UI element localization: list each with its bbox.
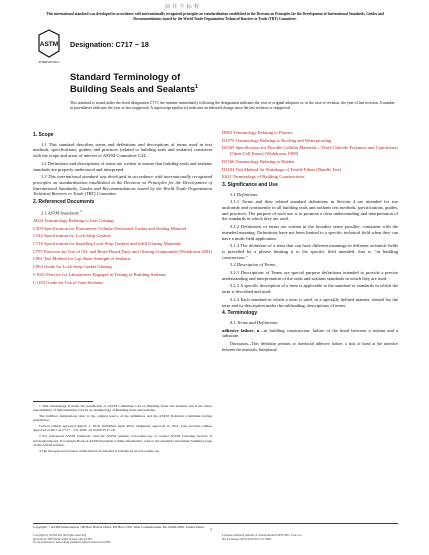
- watermark: 前 什 个 标 程: [165, 5, 200, 10]
- reference-title: Terminology Relating to Iron Castings: [43, 217, 115, 223]
- reference-title: Test Method for Shrinkage of Textile Fibers (Bundle Test): [234, 166, 342, 172]
- title-line-1: Standard Terminology of: [70, 71, 181, 82]
- astm-logo: [38, 29, 60, 65]
- title-footnote-ref: 1: [195, 84, 199, 90]
- reference-title: Terminology Relating to Rubber: [234, 158, 295, 164]
- designation: Designation: C717 − 18: [70, 40, 149, 49]
- reference-code-link[interactable]: E631: [222, 174, 232, 180]
- reference-title: Specification for Flexible Cellular Materials—Vinyl Chloride Polymers and Copolymers (Open-Cell Foam) (Withdrawn 1998): [230, 145, 398, 157]
- footnotes: [33, 404, 212, 454]
- scope-1-2: 1.2 Definitions and descriptions of terms are written to ensure that building seals and sealants standards are properly understood and interpreted.: [33, 160, 212, 172]
- reference-item: [33, 264, 212, 270]
- para-3-2-1: 3.2.1 Descriptions of Terms are special purpose definitions intended to provide a precise understanding and interpretation of the seals and sealants standards in which they are used.: [222, 270, 398, 281]
- description-subheading: 3.2 Description of Terms:: [230, 262, 277, 268]
- astm-standards-footnote-ref: 2: [80, 208, 82, 213]
- section-3-heading: 3. Significance and Use: [222, 181, 278, 188]
- reference-title: Test Method for Lap Shear Strength of Sealants: [42, 256, 131, 262]
- reference-item: [222, 159, 398, 165]
- scope-1-3: 1.3 This international standard was developed in accordance with internationally recognized principles on standardization established in the Decision on Principles for the Development of International Standards, Guides and Recommendations issued by the World Trade Organization Technical Barriers to Trade (TBT) Committee.: [33, 174, 212, 197]
- reference-code-link[interactable]: D1565: [222, 145, 235, 151]
- svg-text:INTERNATIONAL: INTERNATIONAL: [38, 61, 60, 64]
- right-column: [222, 130, 398, 355]
- reference-title: Practice for Laboratories Engaged in Testing of Building Sealants: [45, 271, 166, 277]
- reference-title: Specification for Elastomeric Cellular Preformed Gasket and Sealing Material: [42, 225, 187, 231]
- reference-code-link[interactable]: D883: [222, 130, 233, 135]
- terms-subheading: 4.1 Terms and Definitions:: [230, 319, 279, 325]
- license-notice-left: Copyright by ASTM Int'l (all rights reserved); Provided by IHS Markit under license with ASTM No reproduction or networking permitted without license from IHS: [33, 533, 111, 544]
- reference-item: [222, 138, 398, 144]
- footnote-1: 1 This terminology is under the jurisdiction of ASTM Committee C24 on Building Seals and Sealants and is the direct responsibility of Subcommittee C24.10 on Terminology of Building Seals and Sealants.: [33, 404, 212, 413]
- reference-title: Terminology Relating to Plastics: [232, 130, 293, 135]
- footnote-2: 2 For referenced ASTM standards, visit the ASTM website, www.astm.org, or contact ASTM Customer Service at service@astm.org. For Annual Book of ASTM Standards volume information, refer to the standard’s Document Summary page on the ASTM website.: [33, 434, 212, 447]
- section-1-heading: 1. Scope: [33, 132, 54, 138]
- reference-title: Guide for Lock-Strip Gasket Glazing: [42, 264, 112, 270]
- footnote-3: 3 The last approved version of this historical standard is referenced on www.astm.org.: [39, 448, 160, 453]
- reference-code-link[interactable]: C509: [33, 225, 43, 231]
- reference-code-link[interactable]: A644: [33, 217, 44, 223]
- reference-title: Specification for Installing Lock-Strip Gaskets and Infill Glazing Materials: [42, 241, 181, 247]
- reference-title: Terminology Relating to Roofing and Waterproofing: [234, 137, 332, 143]
- license-notice-right: Licensee=Zhejiang Institute of Standardization/5959/7001, User=xx, / Not for Resale, 09/10/2018 02:15:17 MDT: [222, 533, 304, 541]
- footnote-1c: Current edition approved March 1, 2018. Published April 2018. Originally approved in 1972. Last previous edition approved in 2017 as C717 – 17a. DOI: 10.1520/C0717-18.: [33, 424, 212, 433]
- reference-code-link[interactable]: C961: [33, 256, 43, 262]
- reference-title: Terminology of Building Constructions: [231, 174, 305, 180]
- document-title: [70, 71, 198, 94]
- section-2-heading: 2. Referenced Documents: [33, 199, 95, 206]
- para-3-2-3: 3.2.3 Each standard in which a term is used, in a specially defined manner, should list the term and its description under the subheading, descriptions of terms.: [222, 296, 398, 308]
- para-3-1-3: 3.1.3 The definition of a term that can have different meanings in different technical fields is preceded by a phrase limiting it to the specific field intended, that is, “in building construction.”: [222, 243, 398, 260]
- page-number: 1: [210, 527, 212, 532]
- reference-item: [33, 233, 212, 239]
- reference-code-link[interactable]: C542: [33, 233, 43, 239]
- reference-item: [33, 226, 212, 232]
- footnote-rule: [33, 401, 93, 402]
- astm-standards-subheading: 2.1 ASTM Standards:: [41, 210, 81, 216]
- reference-code-link[interactable]: C964: [33, 264, 43, 270]
- svg-text:ASTM: ASTM: [39, 41, 59, 48]
- reference-code-link[interactable]: D1079: [222, 137, 235, 143]
- title-line-2: Building Seals and Sealants: [70, 83, 196, 95]
- reference-title: Specification for Lock-Strip Gaskets: [42, 233, 111, 239]
- reference-item: [33, 218, 212, 224]
- para-3-1-1: 3.1.1 Terms and their related standard definitions in Section 4 are intended for use uniformly and consistently in all building seals and sealants test methods, specifications, guides, and practices. The purpose of such use is to promote a clear understanding and interpretation of the standards in which they are used.: [222, 199, 398, 222]
- tbt-notice: This international standard was developed in accordance with internationally recognized principles on standardization established in the Decision on Principles for the Development of International Standards, Guides and Recommendations issued by the World Trade Organization Technical Barriers to Trade (TBT) Committee.: [46, 12, 384, 21]
- reference-item: [222, 167, 398, 173]
- term-discussion: Discussion—This definition pertains to interfacial adhesive failure, a lack of bond at the interface between the materials. Interphasal: [222, 341, 398, 352]
- para-3-1-2: 3.1.2 Definitions of terms are written in the broadest sense possible, consistent with the intended meaning. Definitions have not been limited to a specific technical field when they can have a multi-field application.: [222, 224, 398, 241]
- scope-1-1: 1.1 This standard describes terms and definitions and descriptions of terms used in text methods, specifications, guides, and practices (related to building seals and sealants) consistent with the scope and areas of interest of ASTM Committee C24.: [33, 141, 212, 159]
- reference-list-right: [222, 130, 398, 180]
- term-definition: —in building construction, failure of the bond between a sealant and a substrate.: [222, 327, 398, 339]
- term-adhesive-failure: adhesive failure, n: [222, 327, 260, 333]
- reference-item: [222, 145, 398, 156]
- left-column: [33, 130, 212, 287]
- reference-item: [33, 241, 212, 247]
- reference-code-link[interactable]: C716: [33, 241, 43, 247]
- reference-code-link[interactable]: D1566: [222, 158, 235, 164]
- reference-item: [222, 174, 398, 180]
- reference-item: [33, 249, 212, 255]
- reference-title: Practices for Use of Oil- and Resin-Based Putty and Glazing Compounds (Withdrawn 2002): [42, 248, 213, 254]
- reference-list-left: [33, 218, 212, 285]
- reference-title: Guide for Use of Joint Sealants: [44, 279, 104, 285]
- reference-code-link[interactable]: D2102: [222, 166, 235, 172]
- reference-item: [33, 256, 212, 262]
- definitions-subheading: 3.1 Definitions:: [230, 191, 259, 197]
- footnote-1b: The boldface designations refer to the original source of the definitions and the ASTM Technical Committee having jurisdiction.: [33, 414, 212, 423]
- reference-item: [33, 280, 212, 286]
- copyright-line: Copyright © ASTM International, 100 Barr Harbor Drive, PO Box C700, West Conshohocken, PA 19428-2959. United States: [33, 523, 398, 529]
- section-4-heading: 4. Terminology: [222, 310, 258, 317]
- issuance-note: This standard is issued under the fixed designation C717; the number immediately following the designation indicates the year of original adoption or, in the case of revision, the year of last revision. A number in parentheses indicates the year of last reapproval. A superscript epsilon (ε) indicates an editorial change since the last revision or reapproval.: [70, 101, 395, 110]
- reference-code-link[interactable]: C797: [33, 248, 43, 254]
- para-3-2-2: 3.2.2 A specific description of a term is applicable to the standard or standards in which the term is described and used.: [222, 283, 398, 295]
- reference-code-link[interactable]: C1021: [33, 271, 46, 277]
- reference-item: [33, 272, 212, 278]
- reference-code-link[interactable]: C1193: [33, 279, 45, 285]
- reference-item: [222, 130, 398, 136]
